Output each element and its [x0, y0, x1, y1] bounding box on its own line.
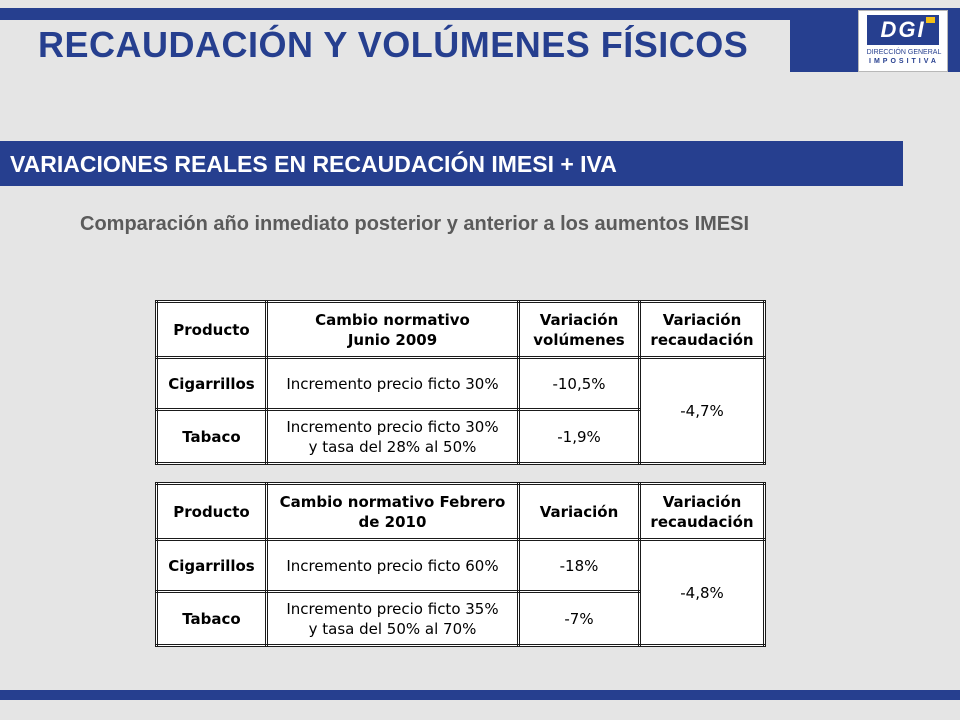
logo-text-line1: DIRECCIÓN GENERAL [866, 49, 942, 56]
header-revenue-variation: Variación recaudación [640, 302, 765, 358]
header-normative-change: Cambio normativo Febrero de 2010 [267, 484, 519, 540]
header-revenue-variation: Variación recaudación [640, 484, 765, 540]
subtitle: Comparación año inmediato posterior y anterior a los aumentos IMESI [80, 213, 750, 235]
change-cell: Incremento precio ficto 60% [267, 540, 519, 592]
revenue-cell: -4,8% [640, 540, 765, 646]
volume-cell: -1,9% [519, 410, 640, 464]
page-title: RECAUDACIÓN Y VOLÚMENES FÍSICOS [38, 24, 749, 65]
header-product: Producto [157, 484, 267, 540]
section-title: VARIACIONES REALES EN RECAUDACIÓN IMESI + IVA [10, 151, 617, 177]
product-cell: Cigarrillos [157, 540, 267, 592]
product-cell: Cigarrillos [157, 358, 267, 410]
change-cell: Incremento precio ficto 30% [267, 358, 519, 410]
header-variation: Variación [519, 484, 640, 540]
header-normative-change: Cambio normativo Junio 2009 [267, 302, 519, 358]
comparison-table-2010 [155, 482, 766, 647]
dgi-logo [858, 10, 948, 72]
logo-mark: DGI [867, 15, 939, 45]
volume-cell: -18% [519, 540, 640, 592]
volume-cell: -10,5% [519, 358, 640, 410]
header-volume-variation: Variación volúmenes [519, 302, 640, 358]
change-cell: Incremento precio ficto 30% y tasa del 28% al 50% [267, 410, 519, 464]
volume-cell: -7% [519, 592, 640, 646]
revenue-cell: -4,7% [640, 358, 765, 464]
product-cell: Tabaco [157, 592, 267, 646]
product-cell: Tabaco [157, 410, 267, 464]
change-cell: Incremento precio ficto 35% y tasa del 50% al 70% [267, 592, 519, 646]
table-row [157, 540, 765, 592]
header-product: Producto [157, 302, 267, 358]
logo-text-line2: IMPOSITIVA [869, 58, 939, 65]
footer-bar [0, 690, 960, 700]
comparison-table-2009 [155, 300, 766, 465]
table-row [157, 358, 765, 410]
logo-accent-dot [926, 17, 935, 23]
